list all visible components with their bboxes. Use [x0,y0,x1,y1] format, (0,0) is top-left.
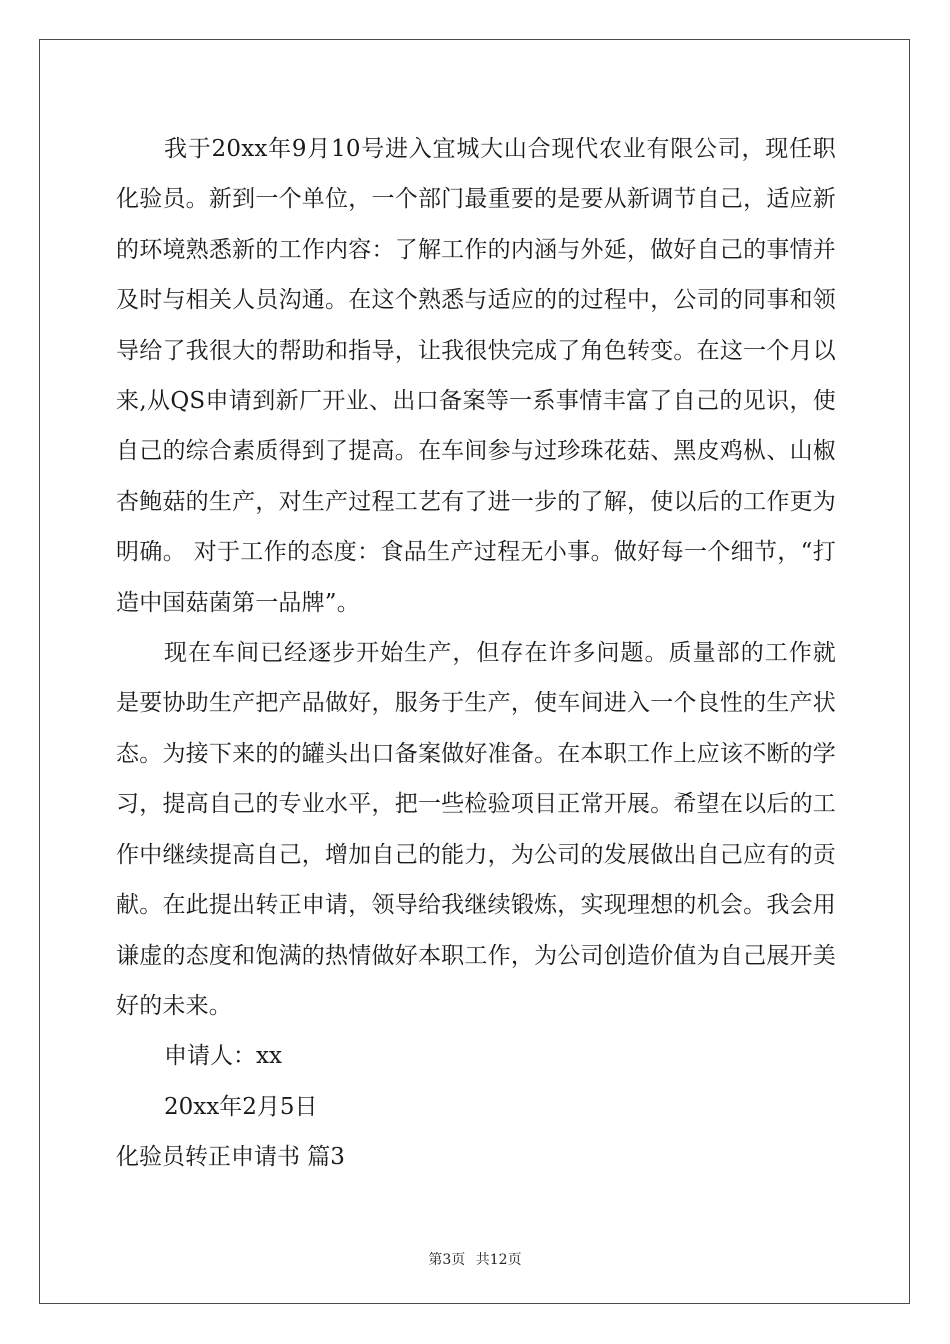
page-number: 第3页 [428,1252,466,1268]
document-body [116,124,836,1183]
applicant-line: 申请人：xx [164,1043,282,1070]
page-footer [0,1249,950,1269]
body-paragraph-1: 我于20xx年9月10号进入宜城大山合现代农业有限公司，现任职化验员。新到一个单位，一个部门最重要的是要从新调节自己，适应新的环境熟悉新的工作内容：了解工作的内涵与外延，做好自己的事情并及时与相关人员沟通。在这个熟悉与适应的的过程中，公司的同事和领导给了我很大的帮助和指导，让我很快完成了角色转变。在这一个月以来,从QS申请到新厂开业、出口备案等一系事情丰富了自己的见识，使自己的综合素质得到了提高。在车间参与过珍珠花菇、黑皮鸡枞、山椒杏鲍菇的生产，对生产过程工艺有了进一步的了解，使以后的工作更为明确。 对于工作的态度：食品生产过程无小事。做好每一个细节，“打造中国菇菌第一品牌”。 [116,136,836,616]
body-paragraph-2: 现在车间已经逐步开始生产，但存在许多问题。质量部的工作就是要协助生产把产品做好，服务于生产，使车间进入一个良性的生产状态。为接下来的的罐头出口备案做好准备。在本职工作上应该不断的学习，提高自己的专业水平，把一些检验项目正常开展。希望在以后的工作中继续提高自己，增加自己的能力，为公司的发展做出自己应有的贡献。在此提出转正申请，领导给我继续锻炼，实现理想的机会。我会用谦虚的态度和饱满的热情做好本职工作，为公司创造价值为自己展开美好的未来。 [116,640,836,1019]
page-total: 共12页 [475,1252,522,1268]
section-title: 化验员转正申请书 篇3 [116,1144,345,1171]
date-line: 20xx年2月5日 [164,1093,318,1120]
